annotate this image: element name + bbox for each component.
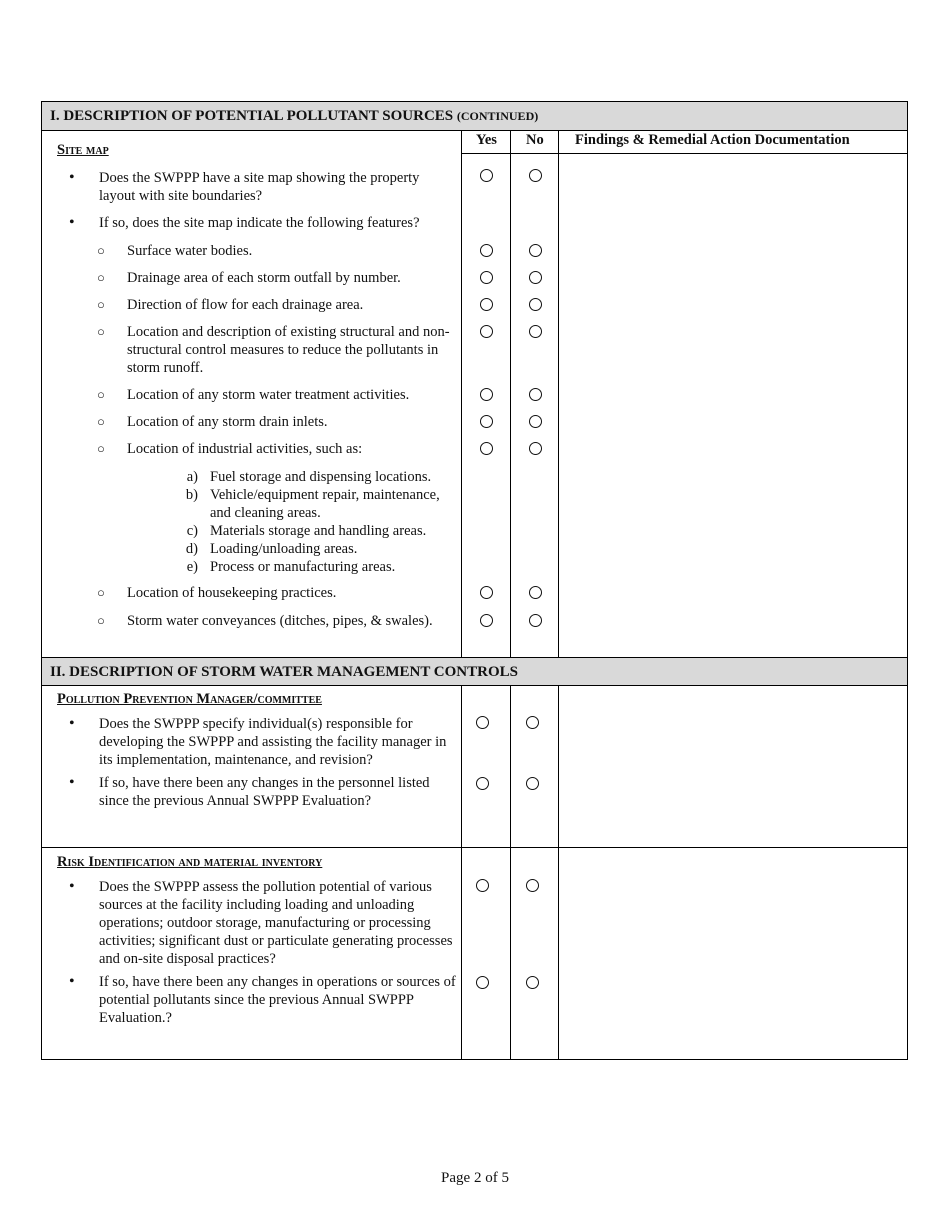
- row-divider: [42, 847, 907, 848]
- risk-identification-heading: Risk Identification and material inventory: [57, 854, 323, 870]
- industrial-letter-d: d): [185, 541, 198, 557]
- column-header-underline: [461, 153, 907, 154]
- section-2-title: II. DESCRIPTION OF STORM WATER MANAGEMENT CONTROLS: [50, 664, 518, 680]
- site-map-question-2: If so, does the site map indicate the following features?: [99, 215, 420, 231]
- bullet: •: [69, 214, 75, 231]
- industrial-letter-e: e): [186, 559, 198, 575]
- ppm-question-1: Does the SWPPP specify individual(s) responsible for developing the SWPPP and assisting the facility manager in its implementation, maintenance, and revision?: [99, 716, 447, 768]
- bullet: •: [69, 878, 75, 895]
- bullet: •: [69, 169, 75, 186]
- feature-surface-water-yes-radio[interactable]: [480, 244, 493, 257]
- feature-conveyances-no-radio[interactable]: [529, 614, 542, 627]
- ppm-q1-no-radio[interactable]: [526, 716, 539, 729]
- site-map-question-1: Does the SWPPP have a site map showing the property layout with site boundaries?: [99, 170, 420, 204]
- industrial-item-a: Fuel storage and dispensing locations.: [210, 469, 432, 485]
- column-header-no: No: [526, 132, 544, 148]
- feature-drainage-area-no-radio[interactable]: [529, 271, 542, 284]
- column-divider-no: [510, 686, 511, 1059]
- feature-housekeeping: Location of housekeeping practices.: [127, 585, 337, 601]
- risk-q1-no-radio[interactable]: [526, 879, 539, 892]
- column-header-yes: Yes: [476, 132, 497, 148]
- risk-q2-yes-radio[interactable]: [476, 976, 489, 989]
- sub-bullet: ○: [97, 270, 105, 285]
- column-divider-yes: [461, 686, 462, 1059]
- feature-flow-direction-no-radio[interactable]: [529, 298, 542, 311]
- sub-bullet: ○: [97, 297, 105, 312]
- feature-drainage-area: Drainage area of each storm outfall by number.: [127, 270, 401, 286]
- section-1-title: I. DESCRIPTION OF POTENTIAL POLLUTANT SOURCES: [50, 108, 454, 124]
- ppm-q2-no-radio[interactable]: [526, 777, 539, 790]
- feature-storm-drain-inlets: Location of any storm drain inlets.: [127, 414, 328, 430]
- sub-bullet: ○: [97, 414, 105, 429]
- industrial-item-c: Materials storage and handling areas.: [210, 523, 427, 539]
- bullet: •: [69, 774, 75, 791]
- feature-treatment-activities-yes-radio[interactable]: [480, 388, 493, 401]
- feature-control-measures-yes-radio[interactable]: [480, 325, 493, 338]
- feature-surface-water-no-radio[interactable]: [529, 244, 542, 257]
- sub-bullet: ○: [97, 387, 105, 402]
- feature-housekeeping-no-radio[interactable]: [529, 586, 542, 599]
- feature-drainage-area-yes-radio[interactable]: [480, 271, 493, 284]
- site-map-q1-yes-radio[interactable]: [480, 169, 493, 182]
- feature-control-measures: Location and description of existing structural and non-structural control measures to reduce the pollutants in storm runoff.: [127, 324, 450, 376]
- feature-housekeeping-yes-radio[interactable]: [480, 586, 493, 599]
- pollution-prevention-manager-heading: Pollution Prevention Manager/committee: [57, 691, 322, 707]
- feature-treatment-activities-no-radio[interactable]: [529, 388, 542, 401]
- sub-bullet: ○: [97, 613, 105, 628]
- site-map-heading: Site map: [57, 142, 109, 158]
- industrial-letter-c: c): [186, 523, 198, 539]
- column-header-findings: Findings & Remedial Action Documentation: [575, 132, 850, 148]
- industrial-item-e: Process or manufacturing areas.: [210, 559, 396, 575]
- feature-flow-direction: Direction of flow for each drainage area.: [127, 297, 364, 313]
- feature-storm-drain-inlets-no-radio[interactable]: [529, 415, 542, 428]
- feature-industrial-activities-no-radio[interactable]: [529, 442, 542, 455]
- feature-conveyances-yes-radio[interactable]: [480, 614, 493, 627]
- feature-flow-direction-yes-radio[interactable]: [480, 298, 493, 311]
- feature-industrial-activities-yes-radio[interactable]: [480, 442, 493, 455]
- section-1-title-suffix: (CONTINUED): [456, 109, 539, 123]
- ppm-question-2: If so, have there been any changes in the personnel listed since the previous Annual SWPPP Evaluation?: [99, 775, 430, 809]
- risk-q2-no-radio[interactable]: [526, 976, 539, 989]
- industrial-letter-b: b): [185, 487, 198, 503]
- column-divider-no: [510, 131, 511, 657]
- ppm-q2-yes-radio[interactable]: [476, 777, 489, 790]
- feature-surface-water: Surface water bodies.: [127, 243, 253, 259]
- page-number: Page 2 of 5: [441, 1170, 509, 1186]
- sub-bullet: ○: [97, 324, 105, 339]
- sub-bullet: ○: [97, 441, 105, 456]
- column-divider-findings: [558, 686, 559, 1059]
- industrial-letter-a: a): [186, 469, 198, 485]
- feature-treatment-activities: Location of any storm water treatment activities.: [127, 387, 410, 403]
- section-2-header: [42, 657, 907, 686]
- feature-control-measures-no-radio[interactable]: [529, 325, 542, 338]
- section-1-header: [42, 102, 907, 131]
- bullet: •: [69, 973, 75, 990]
- sub-bullet: ○: [97, 585, 105, 600]
- column-divider-findings: [558, 131, 559, 657]
- risk-q1-yes-radio[interactable]: [476, 879, 489, 892]
- sub-bullet: ○: [97, 243, 105, 258]
- column-divider-yes: [461, 131, 462, 657]
- risk-question-2: If so, have there been any changes in operations or sources of potential pollutants since the previous Annual SWPPP Evaluation.?: [99, 974, 456, 1026]
- swppp-evaluation-form: [41, 101, 908, 1060]
- bullet: •: [69, 715, 75, 732]
- industrial-item-d: Loading/unloading areas.: [210, 541, 358, 557]
- risk-question-1: Does the SWPPP assess the pollution potential of various sources at the facility including loading and unloading operations; outdoor storage, manufacturing or processing activities; significant dust or particulate generating processes and on-site disposal practices?: [99, 879, 453, 967]
- feature-conveyances: Storm water conveyances (ditches, pipes, & swales).: [127, 613, 433, 629]
- feature-storm-drain-inlets-yes-radio[interactable]: [480, 415, 493, 428]
- site-map-q1-no-radio[interactable]: [529, 169, 542, 182]
- feature-industrial-activities: Location of industrial activities, such as:: [127, 441, 363, 457]
- ppm-q1-yes-radio[interactable]: [476, 716, 489, 729]
- industrial-item-b: Vehicle/equipment repair, maintenance, and cleaning areas.: [210, 487, 440, 521]
